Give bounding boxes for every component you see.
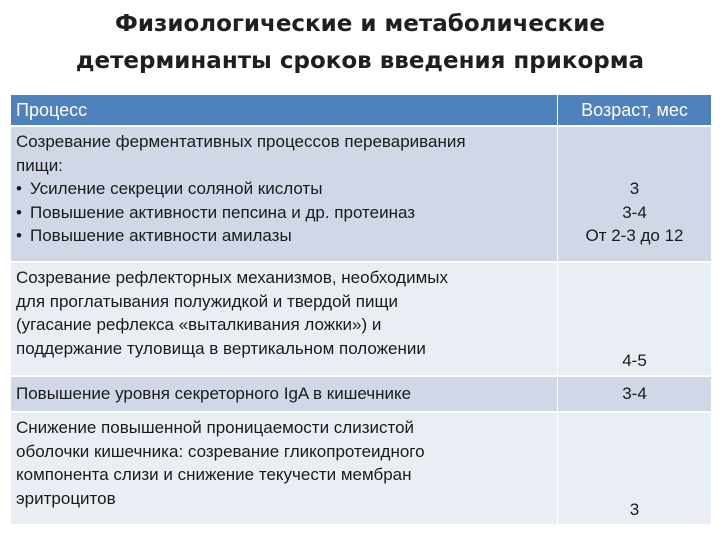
- process-line: Повышение уровня секреторного IgA в кишечнике: [16, 384, 412, 404]
- process-line: поддержание туловища в вертикальном положении: [16, 338, 426, 358]
- process-cell: [11, 127, 557, 263]
- bullet-item: • Усиление секреции соляной кислоты: [16, 177, 552, 201]
- age-value: 4-5: [622, 350, 647, 370]
- table-row: [11, 377, 711, 413]
- process-line: Созревание рефлекторных механизмов, необходимых: [16, 268, 448, 287]
- title-line-1: Физиологические и метаболические: [115, 11, 605, 37]
- bullet-item: • Повышение активности амилазы: [16, 224, 552, 248]
- determinants-table: [11, 95, 711, 526]
- process-line: Снижение повышенной проницаемости слизистой: [16, 418, 415, 437]
- table-row: [11, 263, 711, 377]
- age-cell: [557, 413, 711, 526]
- age-value: 3: [629, 499, 640, 519]
- process-cell: [11, 263, 557, 377]
- process-line: эритроцитов: [16, 488, 116, 508]
- process-line: компонента слизи и снижение текучести мембран: [16, 465, 412, 484]
- age-value: От 2-3 до 12: [585, 226, 684, 245]
- age-value: 3-4: [622, 202, 647, 222]
- age-value: 3-4: [622, 384, 647, 404]
- age-value: 3: [629, 179, 640, 198]
- process-cell: [11, 377, 557, 413]
- age-cell: [557, 127, 711, 263]
- process-line: Созревание ферментативных процессов переваривания: [16, 132, 466, 151]
- age-cell: [557, 377, 711, 413]
- process-line: для проглатывания полужидкой и твердой пищи: [16, 291, 398, 311]
- process-line: (угасание рефлекса «выталкивания ложки») и: [16, 315, 382, 334]
- table-row: [11, 413, 711, 526]
- slide-title: [0, 6, 720, 80]
- table-header-row: [11, 95, 711, 127]
- header-process: Процесс: [11, 95, 557, 127]
- age-cell: [557, 263, 711, 377]
- process-line: пищи:: [16, 155, 63, 175]
- process-line: оболочки кишечника: созревание гликопротеидного: [16, 441, 425, 461]
- header-age: Возраст, мес: [557, 95, 711, 127]
- table-row: [11, 127, 711, 263]
- title-line-2: детерминанты сроков введения прикорма: [75, 48, 645, 74]
- bullet-item: • Повышение активности пепсина и др. протеиназ: [16, 201, 552, 225]
- process-cell: [11, 413, 557, 526]
